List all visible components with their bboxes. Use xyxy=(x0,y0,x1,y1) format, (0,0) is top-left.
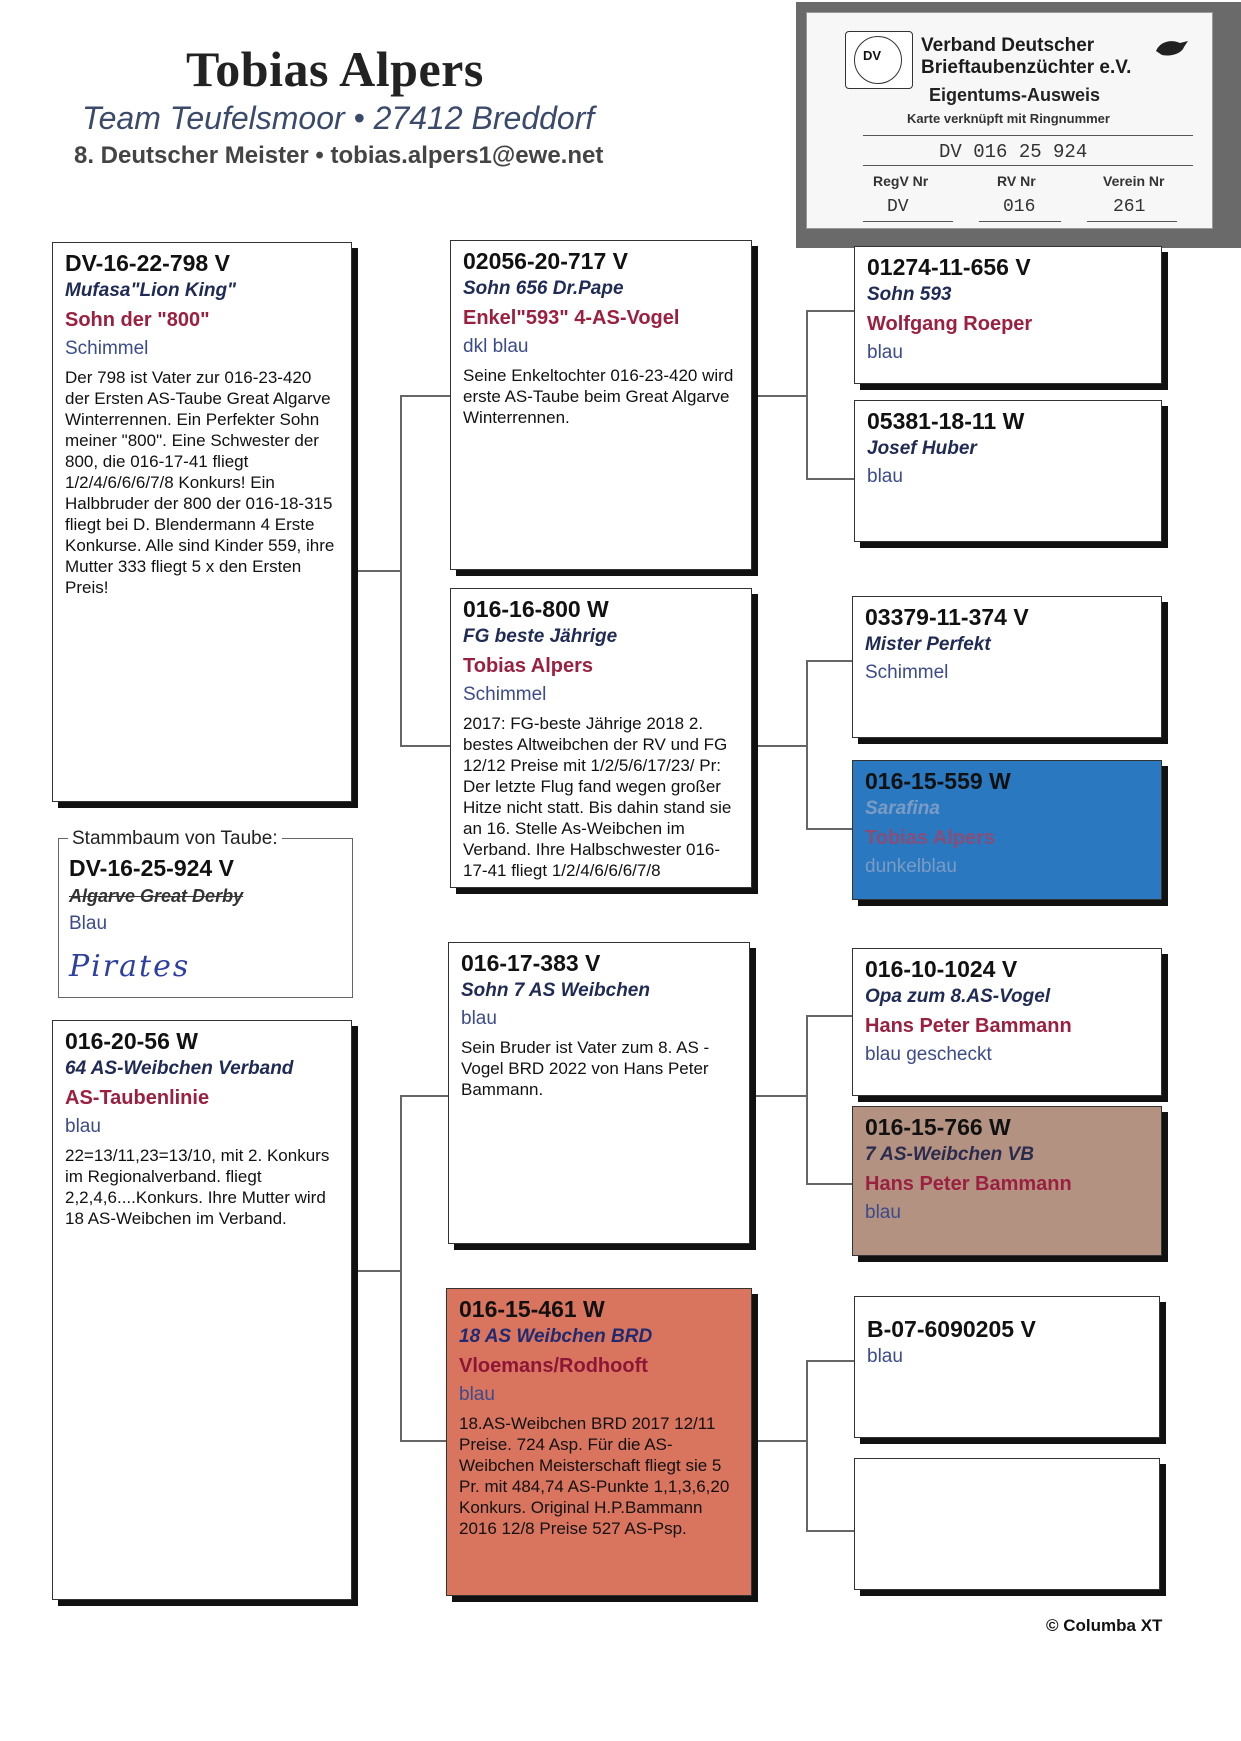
connector xyxy=(400,745,450,747)
pigeon-name: Mufasa"Lion King" xyxy=(65,280,237,301)
rv-value: 016 xyxy=(1003,197,1036,217)
description: 22=13/11,23=13/10, mit 2. Konkurs im Regionalverband. fliegt 2,2,4,6....Konkurs. Ihre Mutter wird 18 AS-Weibchen im Verband. xyxy=(65,1146,330,1228)
ownership-card-inner xyxy=(806,12,1213,229)
feather-color: dunkelblau xyxy=(865,856,957,877)
feather-color: dkl blau xyxy=(463,336,529,357)
pigeon-name: Mister Perfekt xyxy=(865,634,991,655)
description: Der 798 ist Vater zur 016-23-420 der Ersten AS-Taube Great Algarve Winterrennen. Ein Perfekter Sohn meiner "800". Eine Schwester der 800, die 016-17-41 fliegt 1/2/4/6/6/6/7/8 Konkurs! Ein Halbbruder der 800 der 016-18-315 fliegt bei D. Blendermann 4 Erste Konkurse. Alle sind Kinder 559, ihre Mutter 333 fliegt 5 x den Ersten Preis! xyxy=(65,368,335,597)
pigeon-name: Josef Huber xyxy=(867,438,977,459)
pigeon-icon xyxy=(1152,33,1192,61)
connector xyxy=(806,660,854,662)
pigeon-name: Sarafina xyxy=(865,798,940,819)
connector xyxy=(806,310,854,312)
connector xyxy=(400,395,450,397)
pigeon-name: 7 AS-Weibchen VB xyxy=(865,1144,1034,1165)
gg-card-1 xyxy=(854,246,1162,384)
page-title: Tobias Alpers xyxy=(186,41,484,97)
feather-color: blau xyxy=(867,1346,903,1367)
pedigree-label: Stammbaum von Taube: xyxy=(68,828,282,850)
connector xyxy=(400,1440,448,1442)
feather-color: blau gescheckt xyxy=(865,1044,992,1065)
pigeon-name: 64 AS-Weibchen Verband xyxy=(65,1058,294,1079)
breeder: AS-Taubenlinie xyxy=(65,1087,210,1109)
connector xyxy=(806,1360,854,1362)
ring-number: 016-16-800 W xyxy=(463,596,609,622)
pigeon-name: FG beste Jährige xyxy=(463,626,618,647)
breeder: Hans Peter Bammann xyxy=(865,1015,1072,1037)
ring-number: 01274-11-656 V xyxy=(867,254,1031,280)
dam-card xyxy=(52,1020,352,1600)
pigeon-name: Opa zum 8.AS-Vogel xyxy=(865,986,1051,1007)
ring-number: 05381-18-11 W xyxy=(867,408,1025,434)
verein-header: Verein Nr xyxy=(1103,173,1165,189)
gg-card-3 xyxy=(852,596,1162,738)
ring-number: 016-15-461 W xyxy=(459,1296,605,1322)
dam-dam-card xyxy=(446,1288,752,1596)
divider xyxy=(1087,221,1177,222)
ring-number: 016-15-559 W xyxy=(865,768,1011,794)
sire-card xyxy=(52,242,352,802)
description: 18.AS-Weibchen BRD 2017 12/11 Preise. 724 Asp. Für die AS-Weibchen Meisterschaft fliegt sie 5 Pr. mit 484,74 AS-Punkte 1,1,3,6,20 Konkurs. Original H.P.Bammann 2016 12/8 Preise 527 AS-Psp. xyxy=(459,1414,730,1538)
ring-number: 016-20-56 W xyxy=(65,1028,198,1054)
ownership-ring-number: DV 016 25 924 xyxy=(939,141,1088,163)
connector xyxy=(400,395,402,745)
feather-color: blau xyxy=(459,1384,495,1405)
description: Sein Bruder ist Vater zum 8. AS -Vogel BRD 2022 von Hans Peter Bammann. xyxy=(461,1038,710,1099)
connector xyxy=(806,828,854,830)
connector xyxy=(806,310,808,478)
feather-color: Schimmel xyxy=(865,662,949,683)
gg-card-5 xyxy=(852,948,1162,1096)
connector xyxy=(752,1095,806,1097)
subject-color: Blau xyxy=(69,913,108,934)
team-line: Team Teufelsmoor • 27412 Breddorf xyxy=(82,100,595,136)
pigeon-name: Sohn 656 Dr.Pape xyxy=(463,278,624,299)
connector xyxy=(400,1095,402,1440)
ring-number: 016-17-383 V xyxy=(461,950,601,976)
gg-card-4 xyxy=(852,760,1162,900)
struck-title: Algarve Great Derby xyxy=(69,886,244,906)
ownership-card-subtitle: Karte verknüpft mit Ringnummer xyxy=(907,111,1110,126)
connector xyxy=(806,1015,808,1183)
connector xyxy=(806,1183,854,1185)
pedigree-subject-box xyxy=(58,838,353,998)
connector xyxy=(752,395,806,397)
association-name-line2: Brieftaubenzüchter e.V. xyxy=(921,57,1132,78)
regv-header: RegV Nr xyxy=(873,173,929,189)
breeder: Tobias Alpers xyxy=(865,827,996,849)
feather-color: Schimmel xyxy=(65,338,149,359)
feather-color: blau xyxy=(65,1116,101,1137)
rv-header: RV Nr xyxy=(997,173,1036,189)
ownership-card-title: Eigentums-Ausweis xyxy=(929,85,1101,105)
connector xyxy=(352,570,400,572)
feather-color: blau xyxy=(865,1202,901,1223)
divider xyxy=(979,221,1061,222)
meister-line: 8. Deutscher Meister • tobias.alpers1@ewe.net xyxy=(74,142,604,169)
copyright: © Columba XT xyxy=(1046,1616,1163,1635)
regv-value: DV xyxy=(887,197,909,217)
logo-text: DV xyxy=(863,48,882,63)
sire-sire-card xyxy=(450,240,752,570)
description: Seine Enkeltochter 016-23-420 wird erste AS-Taube beim Great Algarve Winterrennen. xyxy=(463,366,734,427)
pigeon-name: 18 AS Weibchen BRD xyxy=(459,1326,653,1347)
gg-card-8-empty xyxy=(854,1458,1160,1590)
ring-number: 016-10-1024 V xyxy=(865,956,1018,982)
feather-color: blau xyxy=(867,342,903,363)
connector xyxy=(752,1440,806,1442)
divider xyxy=(863,165,1193,166)
connector xyxy=(806,1015,854,1017)
ring-number: B-07-6090205 V xyxy=(867,1316,1036,1342)
gg-card-7 xyxy=(854,1296,1160,1438)
divider xyxy=(863,221,953,222)
connector xyxy=(352,1270,400,1272)
gg-card-6 xyxy=(852,1106,1162,1256)
association-name xyxy=(921,35,1131,79)
description: 2017: FG-beste Jährige 2018 2. bestes Altweibchen der RV und FG 12/12 Preise mit 1/2/5/6/17/23/ Pr: Der letzte Flug fand wegen großer Hitze nicht statt. Bis dahin stand sie an 16. Stelle As-Weibchen im Verband. Ihre Halbschwester 016-17-41 fliegt 1/2/4/6/6/6/7/8 xyxy=(463,714,732,880)
connector xyxy=(806,1360,808,1530)
pigeon-name: Sohn 593 xyxy=(867,284,952,305)
ring-number: 03379-11-374 V xyxy=(865,604,1029,630)
connector xyxy=(806,660,808,828)
divider xyxy=(863,135,1193,136)
breeder: Vloemans/Rodhooft xyxy=(459,1355,648,1377)
breeder: Sohn der "800" xyxy=(65,309,210,331)
feather-color: blau xyxy=(461,1008,497,1029)
sire-dam-card xyxy=(450,588,752,888)
dam-sire-card xyxy=(448,942,750,1244)
connector xyxy=(806,478,854,480)
ownership-card xyxy=(796,2,1241,248)
ring-number: 016-15-766 W xyxy=(865,1114,1011,1140)
ring-number: DV-16-22-798 V xyxy=(65,250,230,276)
association-logo xyxy=(845,31,913,89)
connector xyxy=(400,1095,448,1097)
ring-number: 02056-20-717 V xyxy=(463,248,628,274)
breeder: Enkel"593" 4-AS-Vogel xyxy=(463,307,680,329)
pigeon-name: Sohn 7 AS Weibchen xyxy=(461,980,650,1001)
handwritten-name: Pirates xyxy=(69,949,191,984)
gg-card-2 xyxy=(854,400,1162,542)
association-name-line1: Verband Deutscher xyxy=(921,35,1095,56)
breeder: Hans Peter Bammann xyxy=(865,1173,1072,1195)
subject-ring-number: DV-16-25-924 V xyxy=(69,855,234,881)
connector xyxy=(752,745,806,747)
feather-color: blau xyxy=(867,466,903,487)
connector xyxy=(806,1530,854,1532)
verein-value: 261 xyxy=(1113,197,1146,217)
breeder: Tobias Alpers xyxy=(463,655,594,677)
breeder: Wolfgang Roeper xyxy=(867,313,1033,335)
feather-color: Schimmel xyxy=(463,684,547,705)
